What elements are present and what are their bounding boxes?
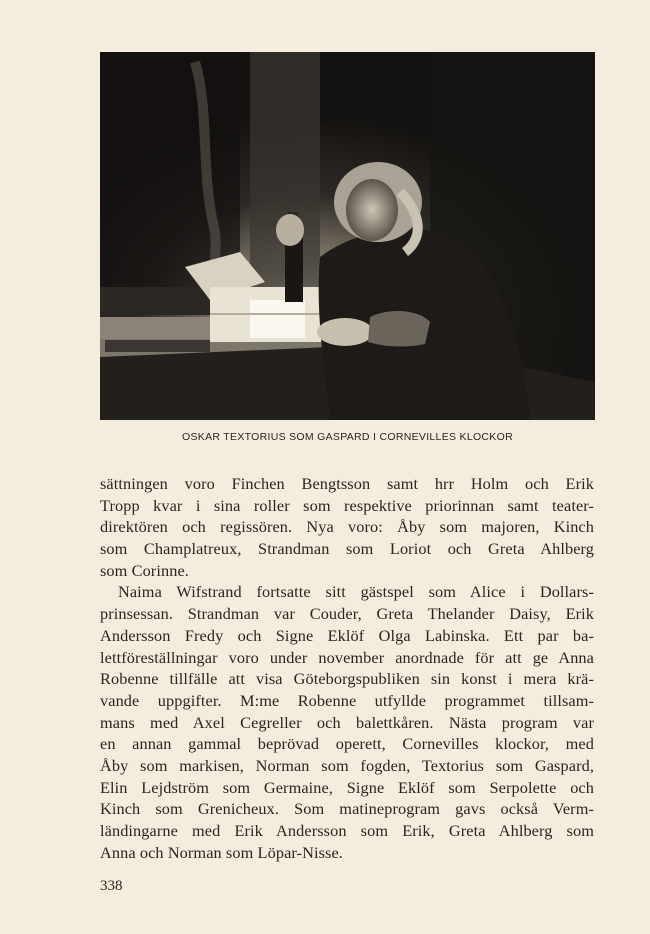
text-line: mans med Axel Cegreller och balettkåren. Nästa program var: [100, 712, 594, 732]
text-line: prinsessan. Strandman var Couder, Greta Thelander Daisy, Erik: [100, 604, 594, 624]
text-line: Robenne tillfälle att visa Göteborgspubliken sin konst i mera krä-: [100, 669, 594, 689]
text-line: ländingarne med Erik Andersson som Erik, Greta Ahlberg som: [100, 821, 594, 840]
text-line: som Corinne.: [100, 560, 189, 580]
text-line: Anna och Norman som Löpar-Nisse.: [100, 842, 343, 862]
text-line: Elin Lejdström som Germaine, Signe Eklöf som Serpolette och: [100, 777, 594, 797]
photo-caption: OSKAR TEXTORIUS SOM GASPARD I CORNEVILLES KLOCKOR: [182, 431, 513, 443]
text-line: Tropp kvar i sina roller som respektive priorinnan samt teater-: [100, 495, 594, 515]
page-number: 338: [100, 878, 123, 894]
text-line: Naima Wifstrand fortsatte sitt gästspel som Alice i Dollars-: [118, 582, 594, 602]
text-line: Andersson Fredy och Signe Eklöf Olga Labinska. Ett par ba-: [100, 625, 594, 645]
text-line: Kinch som Grenicheux. Som matineprogram gavs också Verm-: [100, 799, 594, 819]
text-line: som Champlatreux, Strandman som Loriot och Greta Ahlberg: [100, 539, 594, 559]
photograph-illustration: [100, 52, 595, 420]
text-line: lettföreställningar voro under november anordnade för att ge Anna: [100, 647, 594, 667]
text-line: vande uppgifter. M:me Robenne utfyllde programmet tillsam-: [100, 690, 594, 710]
photograph: [100, 52, 595, 420]
text-line: sättningen voro Finchen Bengtsson samt hrr Holm och Erik: [100, 474, 594, 493]
text-line: Åby som markisen, Norman som fogden, Textorius som Gaspard,: [100, 755, 594, 775]
text-line: en annan gammal beprövad operett, Cornevilles klockor, med: [100, 734, 594, 754]
body-text: [100, 473, 594, 863]
text-line: direktören och regissören. Nya voro: Åby som majoren, Kinch: [100, 517, 594, 537]
